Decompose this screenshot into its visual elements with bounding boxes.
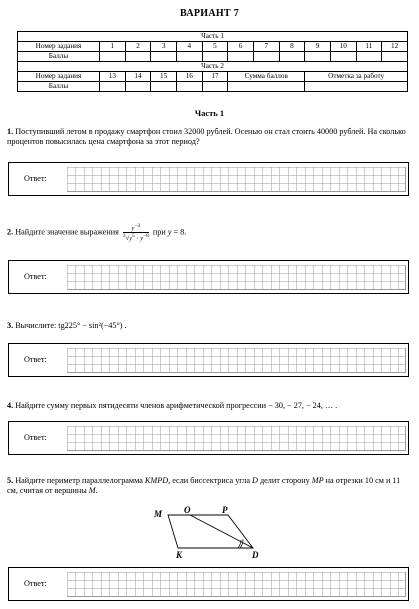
answer-box-4: [8, 421, 409, 455]
task-number-cell: 12: [382, 42, 408, 52]
task-1: [7, 127, 409, 147]
vertex-label-d: D: [252, 550, 259, 560]
task-number-cell: 7: [253, 42, 279, 52]
task-number: 1.: [7, 127, 14, 136]
points-cell: [202, 52, 228, 62]
points-cell: [279, 52, 305, 62]
points-cell: [151, 82, 177, 92]
points-cell: [100, 82, 126, 92]
task-text: Найдите периметр параллелограмма: [15, 476, 143, 485]
task-number-cell: 14: [125, 72, 151, 82]
part1-header: Часть 1: [18, 32, 408, 42]
answer-grid[interactable]: [67, 348, 406, 373]
angle-name: D: [252, 476, 258, 485]
task-text: при: [152, 227, 166, 237]
points-cell: [356, 52, 382, 62]
task-text: делит сторону: [259, 476, 310, 485]
answer-label: Ответ:: [24, 433, 47, 442]
task-number-cell: 4: [176, 42, 202, 52]
points-cell: [100, 52, 126, 62]
bisector: [190, 515, 253, 548]
task-number-cell: 8: [279, 42, 305, 52]
variable-value: = 8.: [173, 227, 187, 237]
points-cell: [151, 52, 177, 62]
task-number-cell: 6: [228, 42, 254, 52]
side-name: MP: [311, 476, 324, 485]
answer-grid[interactable]: [67, 426, 406, 451]
shape-name: KMPD: [144, 476, 169, 485]
answer-grid[interactable]: [67, 265, 406, 290]
part-heading: Часть 1: [194, 108, 225, 118]
task-text: .: [95, 486, 98, 495]
points-cell: [125, 52, 151, 62]
vertex-label-k: K: [176, 550, 183, 560]
answer-box-5: [8, 567, 409, 601]
task-5: [7, 476, 409, 496]
points-label: Баллы: [18, 82, 100, 92]
expression: tg225° − sin²(−45°) .: [58, 321, 127, 330]
vertex-name: M: [88, 486, 96, 495]
task-number-cell: 3: [151, 42, 177, 52]
vertex-label-m: M: [154, 509, 163, 519]
task-text: , если биссектриса угла: [168, 476, 250, 485]
task-number-cell: 5: [202, 42, 228, 52]
points-cell: [125, 82, 151, 92]
task-2: [7, 223, 409, 242]
task-number-cell: 15: [151, 72, 177, 82]
part2-header: Часть 2: [18, 62, 408, 72]
answer-label: Ответ:: [24, 355, 47, 364]
task-number-cell: 17: [202, 72, 228, 82]
task-number-cell: 2: [125, 42, 151, 52]
task-number-cell: 13: [100, 72, 126, 82]
points-cell: [330, 52, 356, 62]
task-text: Найдите сумму первых пятидесяти членов арифметической прогрессии − 30, − 27, − 24, … .: [15, 401, 338, 410]
task-number-cell: 1: [100, 42, 126, 52]
score-table: [17, 31, 408, 92]
answer-box-2: [8, 260, 409, 294]
answer-label: Ответ:: [24, 174, 47, 183]
task-3: [7, 321, 409, 331]
answer-label: Ответ:: [24, 579, 47, 588]
variant-title: ВАРИАНТ 7: [179, 8, 240, 19]
points-label: Баллы: [18, 52, 100, 62]
vertex-label-o: O: [184, 505, 191, 515]
task-text: Вычислите:: [15, 321, 57, 330]
answer-label: Ответ:: [24, 272, 47, 281]
task-4: [7, 401, 409, 411]
grade-label: Отметка за работу: [305, 72, 408, 82]
task-number-label: Номер задания: [18, 72, 100, 82]
points-cell: [202, 82, 228, 92]
task-text: Поступивший летом в продажу смартфон стоил 32000 рублей. Осенью он стал стоить 40000 рублей. На сколько процентов повысилась цена смартфона за этот период?: [7, 127, 406, 146]
variable: y: [167, 227, 172, 237]
task-number-cell: 10: [330, 42, 356, 52]
sum-label: Сумма баллов: [228, 72, 305, 82]
task-number-cell: 9: [305, 42, 331, 52]
points-cell: [253, 52, 279, 62]
points-cell: [176, 82, 202, 92]
task-number-cell: 16: [176, 72, 202, 82]
task-number-cell: 11: [356, 42, 382, 52]
parallelogram-figure: [148, 505, 278, 563]
task-number: 2.: [7, 227, 14, 237]
sum-cell: [228, 82, 305, 92]
task-text: на отрезки 10 см и 11 см, считая от вершины: [7, 476, 401, 495]
answer-box-1: [8, 162, 409, 196]
answer-grid[interactable]: [67, 167, 406, 192]
task-number-label: Номер задания: [18, 42, 100, 52]
answer-grid[interactable]: [67, 572, 406, 597]
points-cell: [228, 52, 254, 62]
expression-fraction: $\frac{y^{-3}}{^3√y^5 \cdot y^{-8}}$: [122, 223, 149, 243]
points-cell: [305, 52, 331, 62]
points-cell: [382, 52, 408, 62]
task-number: 3.: [7, 321, 14, 330]
task-number: 4.: [7, 401, 14, 410]
points-cell: [176, 52, 202, 62]
task-number: 5.: [7, 476, 14, 485]
task-text: Найдите значение выражения: [15, 227, 119, 237]
grade-cell: [305, 82, 408, 92]
vertex-label-p: P: [222, 505, 228, 515]
answer-box-3: [8, 343, 409, 377]
